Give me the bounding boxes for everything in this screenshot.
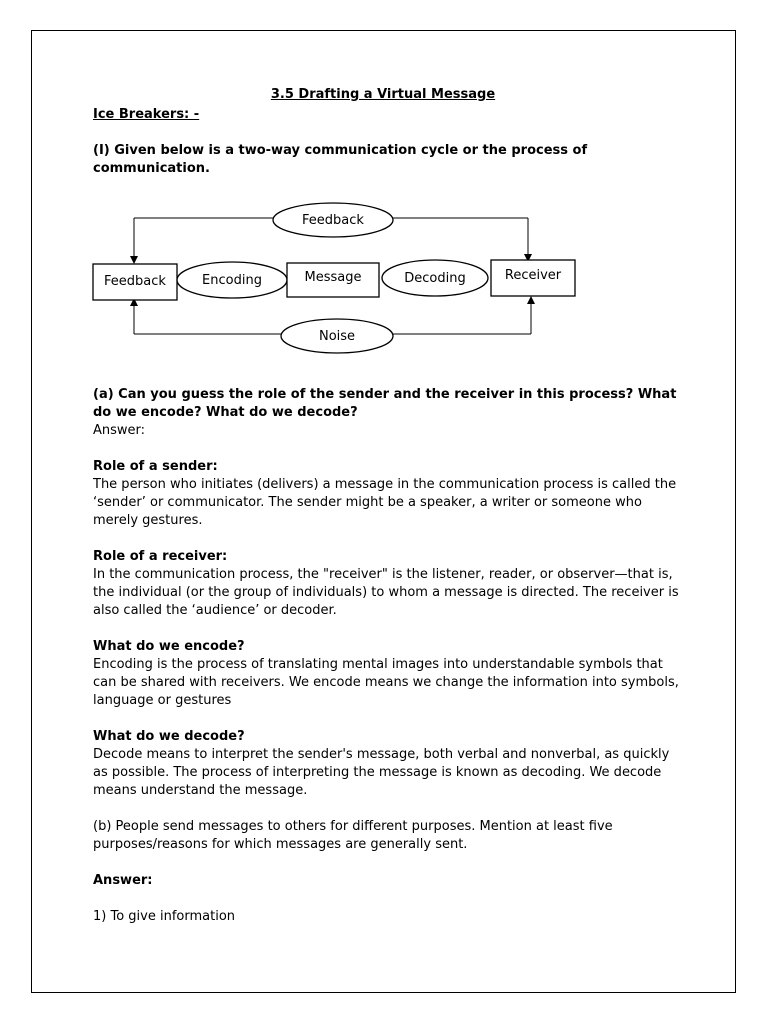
noise-label: Noise (318, 329, 356, 344)
section-heading-receiver: Role of a receiver: (93, 549, 228, 564)
section-body-receiver: In the communication process, the "receiver" is the listener, reader, or observer—that is, the individual (or the group of individuals) to whom a message is directed. The receiver is also called the ‘audience’ or decoder. (93, 567, 679, 618)
decoding-label: Decoding (404, 271, 466, 286)
ice-breakers-heading: Ice Breakers: - (93, 107, 200, 122)
question-a: (a) Can you guess the role of the sender and the receiver in this process? What do we encode? What do we decode? (93, 387, 677, 420)
feedback-top-label: Feedback (302, 213, 364, 228)
question-i: (I) Given below is a two-way communication cycle or the process of communication. (93, 143, 588, 176)
section-body-sender: The person who initiates (delivers) a message in the communication process is called the ‘sender’ or communicator. The sender might be a speaker, a writer or someone who merely gestures. (93, 477, 677, 528)
feedback-box-label: Feedback (104, 274, 166, 289)
section-heading-encode: What do we encode? (93, 639, 245, 654)
answer-label: Answer: (93, 423, 146, 438)
section-heading-sender: Role of a sender: (93, 459, 218, 474)
message-label: Message (304, 270, 362, 285)
answer-item-1: 1) To give information (93, 909, 236, 924)
answer-label-b: Answer: (93, 873, 153, 888)
question-b: (b) People send messages to others for different purposes. Mention at least five purposes/reasons for which messages are generally sent. (93, 819, 613, 852)
document-content (93, 86, 683, 926)
section-body-decode: Decode means to interpret the sender's message, both verbal and nonverbal, as quickly as possible. The process of interpreting the message is known as decoding. We decode means understand the message. (93, 747, 670, 798)
receiver-label: Receiver (504, 268, 562, 283)
section-body-encode: Encoding is the process of translating mental images into understandable symbols that can be shared with receivers. We encode means we change the information into symbols, language or gestures (93, 657, 679, 708)
communication-cycle-diagram (91, 198, 591, 358)
encoding-label: Encoding (202, 273, 262, 288)
section-heading-decode: What do we decode? (93, 729, 245, 744)
page-title: 3.5 Drafting a Virtual Message (270, 87, 496, 102)
